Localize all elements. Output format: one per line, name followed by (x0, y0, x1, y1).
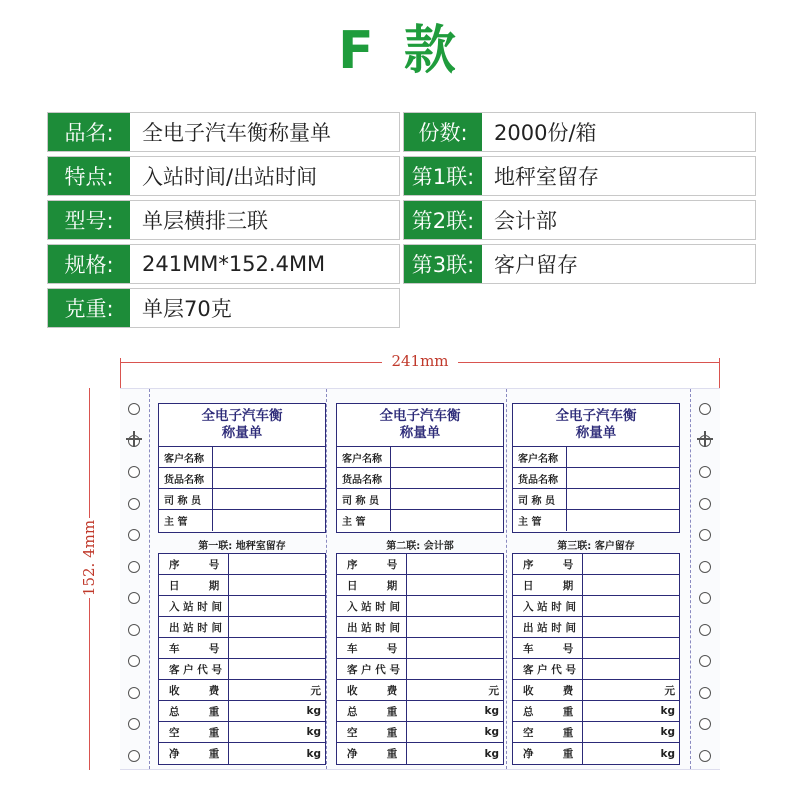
form-detail-row (337, 596, 503, 617)
left-feed-strip (120, 389, 150, 769)
form-detail-row (159, 743, 325, 764)
form-detail-unit (583, 596, 679, 616)
form-field-label: 司 称 员 (513, 489, 567, 509)
form-title (159, 404, 325, 447)
registration-mark (697, 431, 713, 447)
form-detail-row (337, 638, 503, 659)
form-detail-row (159, 701, 325, 722)
form-detail-label: 日 期 (159, 575, 229, 595)
form-detail-unit: kg (660, 726, 675, 738)
form-detail-label: 净 重 (513, 743, 583, 764)
tractor-hole (699, 498, 711, 510)
copy-label: 第三联: 客户留存 (557, 541, 635, 552)
spec-label: 特点: (48, 157, 130, 195)
form-detail-row (159, 680, 325, 701)
spec-value: 客户留存 (494, 253, 578, 277)
form-field-label: 客户名称 (159, 447, 213, 467)
form-detail-row (337, 701, 503, 722)
form-detail-unit (229, 596, 325, 616)
spec-row (403, 112, 756, 152)
form-detail-label: 收 费 (159, 680, 229, 700)
form-detail-unit: kg (660, 705, 675, 717)
form-detail-label: 日 期 (337, 575, 407, 595)
form-title-line: 全电子汽车衡 (201, 408, 283, 424)
tractor-hole (699, 529, 711, 541)
form-detail-label: 入 站 时 间 (159, 596, 229, 616)
form-detail-unit (407, 554, 503, 574)
form-detail-label: 净 重 (337, 743, 407, 764)
form-header-box (336, 403, 504, 533)
form-copy (158, 403, 326, 763)
tractor-hole (128, 750, 140, 762)
spec-value: 全电子汽车衡称量单 (142, 121, 331, 145)
spec-value: 单层横排三联 (142, 209, 268, 233)
form-detail-unit (407, 659, 503, 679)
form-detail-row (337, 722, 503, 743)
form-field-row (513, 489, 679, 510)
form-field-row (159, 489, 325, 510)
form-title (337, 404, 503, 447)
form-detail-unit: kg (484, 705, 499, 717)
form-detail-box (158, 553, 326, 765)
form-detail-unit (407, 617, 503, 637)
form-field-label: 司 称 员 (337, 489, 391, 509)
form-detail-row (159, 722, 325, 743)
form-field-label: 客户名称 (337, 447, 391, 467)
form-detail-label: 日 期 (513, 575, 583, 595)
form-detail-unit (229, 554, 325, 574)
spec-row (403, 244, 756, 284)
form-detail-label: 空 重 (159, 722, 229, 742)
form-detail-label: 入 站 时 间 (513, 596, 583, 616)
form-detail-label: 出 站 时 间 (159, 617, 229, 637)
spec-label: 品名: (48, 113, 130, 151)
form-detail-row (159, 596, 325, 617)
form-detail-row (513, 659, 679, 680)
spec-label: 份数: (404, 113, 482, 151)
tractor-hole (699, 750, 711, 762)
form-detail-row (513, 617, 679, 638)
spec-value: 241MM*152.4MM (142, 252, 326, 276)
form-field-label: 主 管 (337, 510, 391, 531)
dimension-tick (120, 358, 121, 388)
tractor-hole (128, 718, 140, 730)
form-field-label: 货品名称 (159, 468, 213, 488)
spec-row (47, 112, 400, 152)
copy-label: 第一联: 地秤室留存 (198, 541, 286, 552)
form-detail-unit (583, 617, 679, 637)
form-detail-label: 总 重 (159, 701, 229, 721)
form-detail-label: 总 重 (337, 701, 407, 721)
form-field-row (337, 489, 503, 510)
tractor-hole (128, 561, 140, 573)
form-detail-label: 车 号 (159, 638, 229, 658)
form-detail-unit: kg (306, 705, 321, 717)
spec-label: 第3联: (404, 245, 482, 283)
spec-row (403, 156, 756, 196)
form-detail-unit: kg (484, 747, 499, 760)
form-title-line: 称量单 (399, 425, 441, 441)
form-detail-box (336, 553, 504, 765)
width-dimension-label: 241mm (382, 352, 458, 370)
spec-value: 2000份/箱 (494, 121, 597, 145)
form-field-row (159, 468, 325, 489)
spec-row (47, 244, 400, 284)
tractor-hole (128, 403, 140, 415)
spec-row (47, 156, 400, 196)
spec-row (403, 200, 756, 240)
form-detail-unit (583, 638, 679, 658)
form-detail-row (513, 575, 679, 596)
tractor-hole (699, 655, 711, 667)
form-detail-label: 空 重 (513, 722, 583, 742)
spec-row (47, 200, 400, 240)
form-header-box (158, 403, 326, 533)
form-detail-row (159, 575, 325, 596)
tractor-hole (699, 592, 711, 604)
form-detail-label: 车 号 (337, 638, 407, 658)
form-detail-unit (583, 659, 679, 679)
dimension-tick (719, 358, 720, 388)
form-detail-label: 序 号 (513, 554, 583, 574)
width-dimension (120, 352, 720, 372)
form-title-line: 称量单 (221, 425, 263, 441)
form-field-label: 主 管 (513, 510, 567, 531)
tractor-hole (699, 718, 711, 730)
form-detail-row (337, 617, 503, 638)
form-detail-row (513, 596, 679, 617)
form-detail-row (337, 554, 503, 575)
form-detail-label: 净 重 (159, 743, 229, 764)
tractor-hole (128, 687, 140, 699)
form-detail-label: 空 重 (337, 722, 407, 742)
tractor-hole (699, 624, 711, 636)
form-detail-label: 客 户 代 号 (337, 659, 407, 679)
tractor-hole (699, 687, 711, 699)
form-title-line: 全电子汽车衡 (555, 408, 637, 424)
form-detail-label: 收 费 (513, 680, 583, 700)
form-detail-label: 客 户 代 号 (159, 659, 229, 679)
spec-row (47, 288, 400, 328)
form-header-box (512, 403, 680, 533)
form-title-line: 称量单 (575, 425, 617, 441)
tractor-hole (699, 466, 711, 478)
form-detail-unit (407, 638, 503, 658)
form-detail-label: 入 站 时 间 (337, 596, 407, 616)
form-detail-unit: kg (306, 747, 321, 760)
form-detail-unit (407, 575, 503, 595)
spec-value: 地秤室留存 (494, 165, 599, 189)
form-detail-unit (583, 554, 679, 574)
form-field-label: 司 称 员 (159, 489, 213, 509)
spec-label: 克重: (48, 289, 130, 327)
tractor-hole (128, 624, 140, 636)
spec-label: 规格: (48, 245, 130, 283)
form-detail-row (513, 554, 679, 575)
form-sheet (120, 388, 720, 770)
form-detail-row (337, 680, 503, 701)
spec-label: 第2联: (404, 201, 482, 239)
form-detail-label: 收 费 (337, 680, 407, 700)
form-detail-label: 总 重 (513, 701, 583, 721)
form-detail-unit: 元 (488, 684, 499, 697)
form-copy (336, 403, 504, 763)
page-title: F 款 (338, 21, 462, 81)
form-detail-label: 序 号 (337, 554, 407, 574)
tractor-hole (128, 529, 140, 541)
form-field-row (159, 447, 325, 468)
form-detail-unit: kg (660, 747, 675, 760)
form-detail-row (513, 743, 679, 764)
form-detail-unit: 元 (310, 684, 321, 697)
form-detail-row (513, 722, 679, 743)
form-detail-unit (229, 638, 325, 658)
form-detail-label: 序 号 (159, 554, 229, 574)
copy-label: 第二联: 会计部 (386, 541, 454, 552)
form-title-line: 全电子汽车衡 (379, 408, 461, 424)
form-detail-unit (583, 575, 679, 595)
tractor-hole (128, 498, 140, 510)
tractor-hole (699, 561, 711, 573)
form-detail-unit: 元 (664, 684, 675, 697)
height-dimension (80, 388, 100, 770)
form-detail-row (337, 575, 503, 596)
form-detail-row (159, 638, 325, 659)
form-field-row (337, 468, 503, 489)
perforation-line (506, 389, 507, 769)
form-detail-unit (407, 596, 503, 616)
form-detail-row (159, 554, 325, 575)
form-detail-row (159, 617, 325, 638)
form-detail-row (513, 701, 679, 722)
tractor-hole (128, 592, 140, 604)
form-field-row (159, 510, 325, 531)
form-field-label: 货品名称 (337, 468, 391, 488)
form-detail-unit (229, 575, 325, 595)
tractor-hole (699, 403, 711, 415)
form-detail-label: 车 号 (513, 638, 583, 658)
form-detail-label: 出 站 时 间 (337, 617, 407, 637)
perforation-line (326, 389, 327, 769)
form-field-row (513, 510, 679, 531)
spec-value: 会计部 (494, 209, 557, 233)
form-field-row (513, 447, 679, 468)
spec-label: 型号: (48, 201, 130, 239)
form-detail-label: 出 站 时 间 (513, 617, 583, 637)
spec-value: 单层70克 (142, 297, 232, 321)
form-field-label: 货品名称 (513, 468, 567, 488)
form-detail-unit (229, 617, 325, 637)
form-field-label: 客户名称 (513, 447, 567, 467)
form-detail-row (337, 743, 503, 764)
tractor-hole (128, 466, 140, 478)
form-detail-unit: kg (484, 726, 499, 738)
form-detail-row (513, 680, 679, 701)
form-detail-unit: kg (306, 726, 321, 738)
form-field-row (513, 468, 679, 489)
form-detail-row (513, 638, 679, 659)
right-feed-strip (690, 389, 720, 769)
height-dimension-label: 152. 4mm (80, 519, 98, 597)
form-detail-box (512, 553, 680, 765)
form-field-label: 主 管 (159, 510, 213, 531)
registration-mark (126, 431, 142, 447)
spec-value: 入站时间/出站时间 (142, 165, 318, 189)
form-field-row (337, 510, 503, 531)
form-detail-label: 客 户 代 号 (513, 659, 583, 679)
form-detail-row (159, 659, 325, 680)
tractor-hole (128, 655, 140, 667)
form-field-row (337, 447, 503, 468)
form-detail-row (337, 659, 503, 680)
form-detail-unit (229, 659, 325, 679)
form-copy (512, 403, 680, 763)
form-title (513, 404, 679, 447)
spec-label: 第1联: (404, 157, 482, 195)
